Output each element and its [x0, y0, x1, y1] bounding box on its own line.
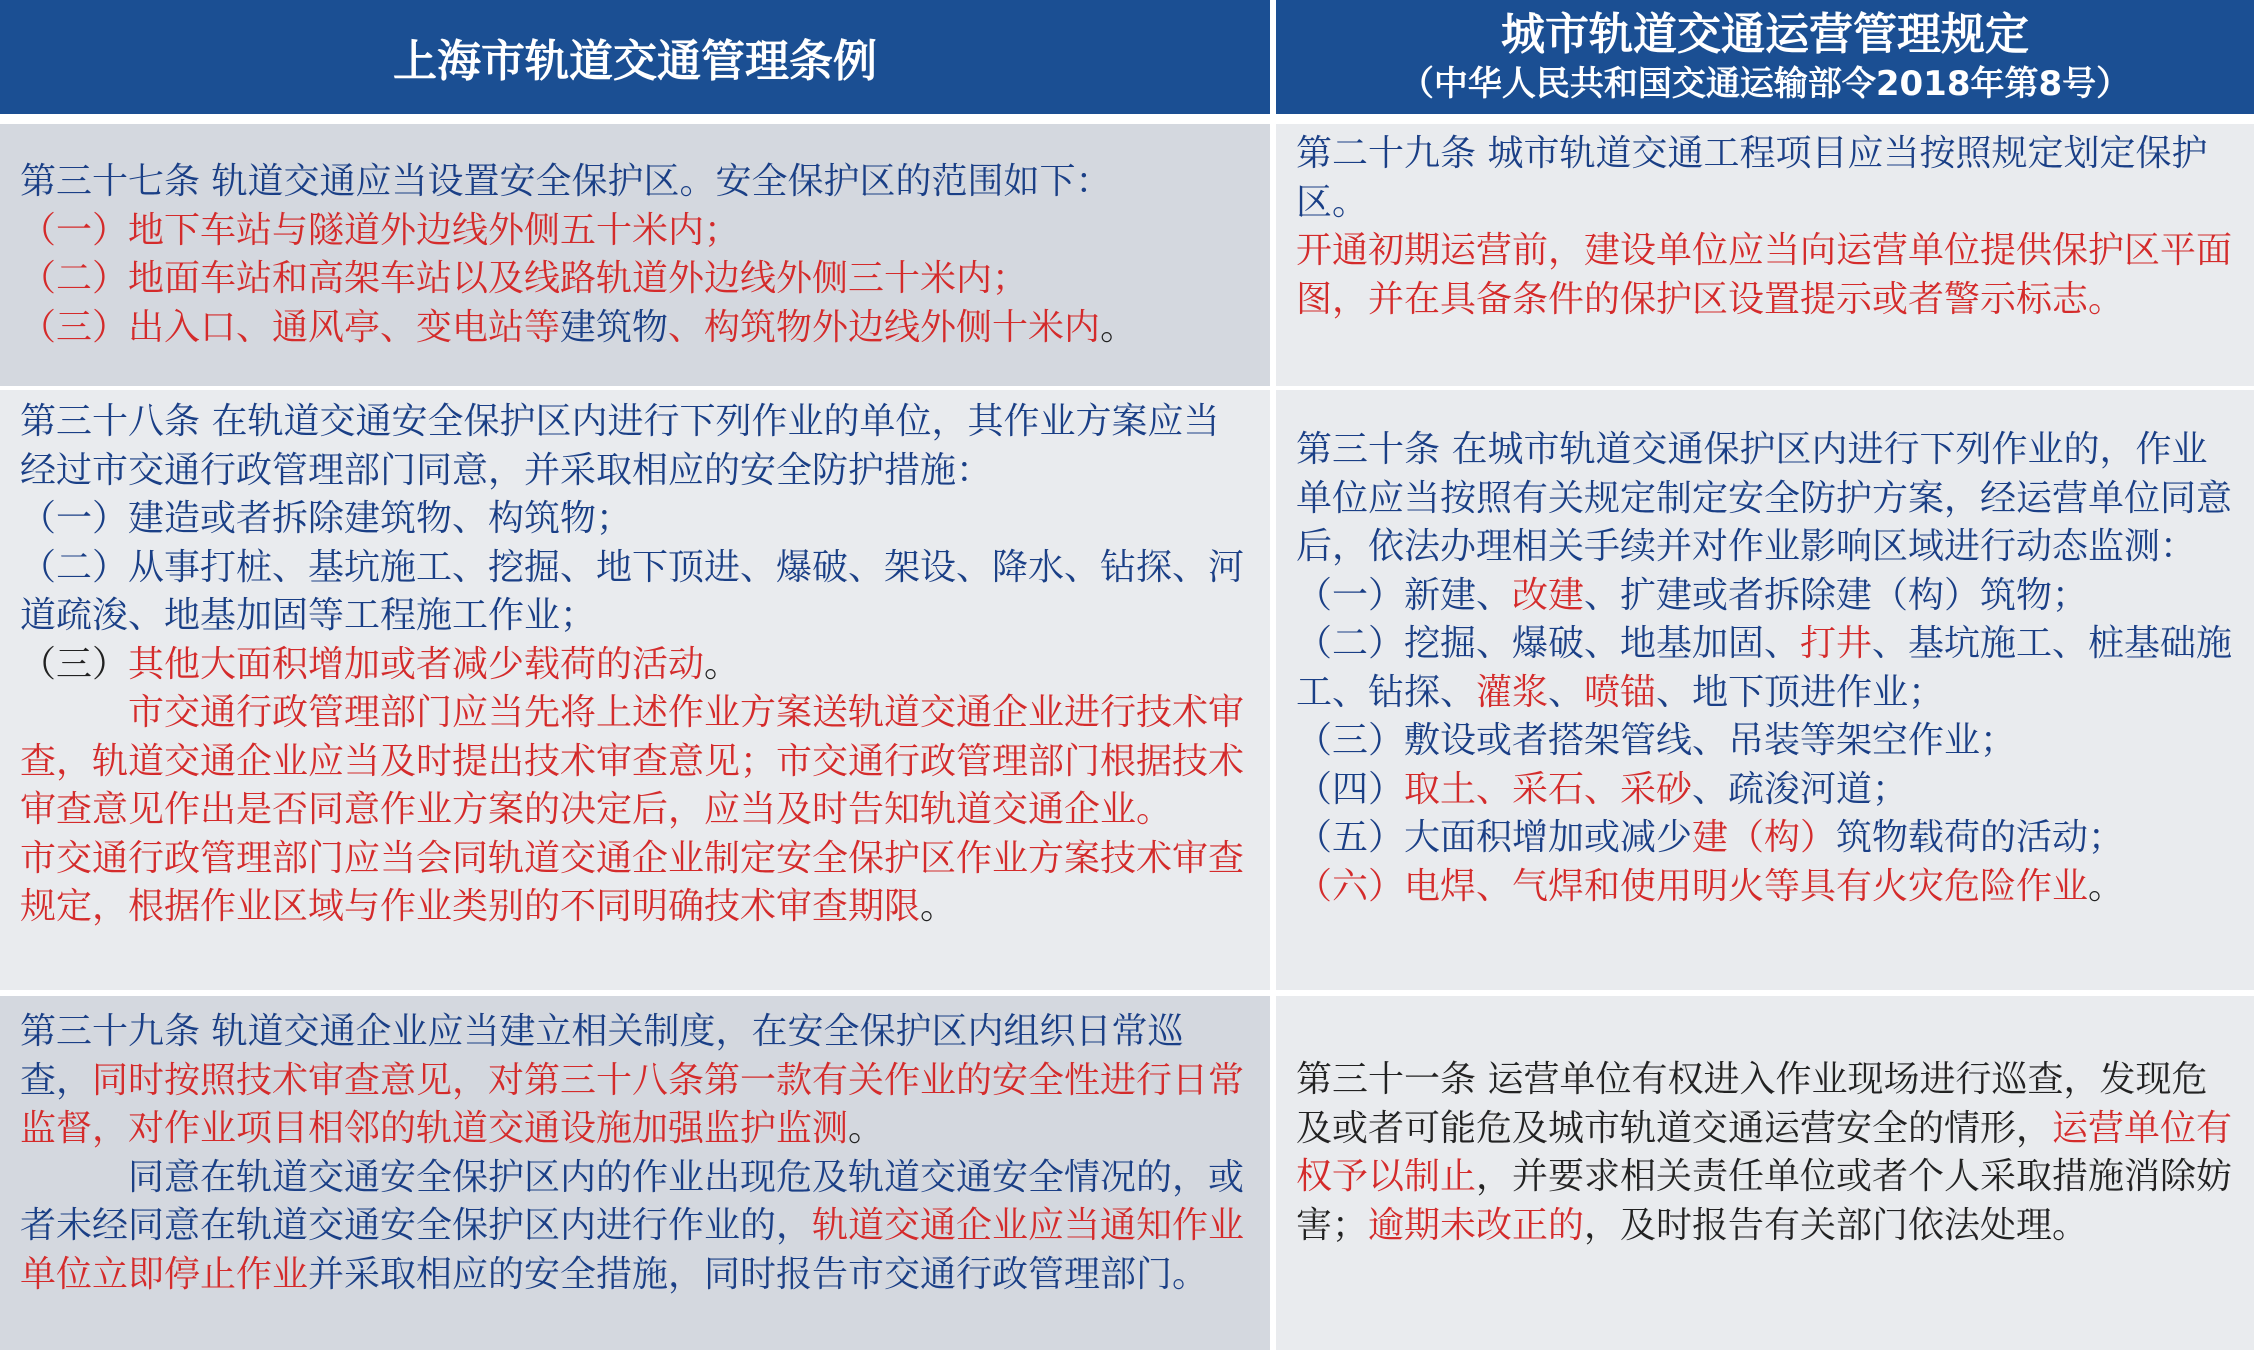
left-column-header [0, 0, 1270, 114]
art30-item2: （二）挖掘、爆破、地基加固、打井、基坑施工、桩基础施工、钻探、灌浆、喷锚、地下顶进作业； [1296, 623, 2233, 713]
left-cell-article-39 [0, 996, 1270, 1350]
right-column-subtitle: （中华人民共和国交通运输部令2018年第8号） [1399, 64, 2131, 104]
art37-line1: 第三十七条 轨道交通应当设置安全保护区。安全保护区的范围如下： [20, 161, 1112, 202]
art37-item3: （三）出入口、通风亭、变电站等建筑物、构筑物外边线外侧十米内。 [20, 306, 1137, 348]
art39-paragraph1: 第三十九条 轨道交通企业应当建立相关制度，在安全保护区内组织日常巡查，同时按照技术审查意见，对第三十八条第一款有关作业的安全性进行日常监督，对作业项目相邻的轨道交通设施加强监护监测。 [20, 1011, 1245, 1149]
right-cell-article-29 [1276, 124, 2254, 386]
art37-item2: （二）地面车站和高架车站以及线路轨道外边线外侧三十米内； [20, 258, 1029, 299]
art31-paragraph: 第三十一条 运营单位有权进入作业现场进行巡查，发现危及或者可能危及城市轨道交通运营安全的情形，运营单位有权予以制止，并要求相关责任单位或者个人采取措施消除妨害；逾期未改正的，及时报告有关部门依法处理。 [1296, 1059, 2233, 1246]
art29-line1: 第二十九条 城市轨道交通工程项目应当按照规定划定保护区。 [1296, 133, 2208, 223]
art38-paragraph2: 市交通行政管理部门应当先将上述作业方案送轨道交通企业进行技术审查，轨道交通企业应当及时提出技术审查意见；市交通行政管理部门根据技术审查意见作出是否同意作业方案的决定后，应当及时告知轨道交通企业。 [20, 692, 1245, 830]
art38-item3: （三）其他大面积增加或者减少载荷的活动。 [20, 643, 741, 685]
art37-item1: （一）地下车站与隧道外边线外侧五十米内； [20, 209, 741, 251]
art30-item3: （三）敷设或者搭架管线、吊装等架空作业； [1296, 720, 2017, 761]
art38-item1: （一）建造或者拆除建筑物、构筑物； [20, 498, 633, 539]
art30-line1: 第三十条 在城市轨道交通保护区内进行下列作业的，作业单位应当按照有关规定制定安全防护方案，经运营单位同意后，依法办理相关手续并对作业影响区域进行动态监测： [1296, 429, 2233, 567]
art30-item5: （五）大面积增加或减少建（构）筑物载荷的活动； [1296, 817, 2125, 858]
art30-item6: （六）电焊、气焊和使用明火等具有火灾危险作业。 [1296, 865, 2125, 907]
left-cell-article-38 [0, 390, 1270, 990]
right-column-header [1276, 0, 2254, 114]
art30-item4: （四）取土、采石、采砂、疏浚河道； [1296, 768, 1909, 810]
left-cell-article-37 [0, 124, 1270, 386]
art29-line2: 开通初期运营前，建设单位应当向运营单位提供保护区平面图，并在具备条件的保护区设置提示或者警示标志。 [1296, 230, 2233, 320]
art30-item1: （一）新建、改建、扩建或者拆除建（构）筑物； [1296, 574, 2089, 616]
art38-item2: （二）从事打桩、基坑施工、挖掘、地下顶进、爆破、架设、降水、钻探、河道疏浚、地基加固等工程施工作业； [20, 546, 1245, 636]
right-cell-article-30 [1276, 390, 2254, 990]
right-cell-article-31 [1276, 996, 2254, 1350]
left-column-title: 上海市轨道交通管理条例 [393, 36, 877, 87]
art39-paragraph2: 同意在轨道交通安全保护区内的作业出现危及轨道交通安全情况的，或者未经同意在轨道交通安全保护区内进行作业的，轨道交通企业应当通知作业单位立即停止作业并采取相应的安全措施，同时报告市交通行政管理部门。 [20, 1156, 1245, 1295]
art38-line1: 第三十八条 在轨道交通安全保护区内进行下列作业的单位，其作业方案应当经过市交通行政管理部门同意，并采取相应的安全防护措施： [20, 401, 1220, 491]
right-column-title: 城市轨道交通运营管理规定 [1501, 9, 2029, 60]
art38-paragraph3: 市交通行政管理部门应当会同轨道交通企业制定安全保护区作业方案技术审查规定，根据作业区域与作业类别的不同明确技术审查期限。 [20, 837, 1245, 927]
